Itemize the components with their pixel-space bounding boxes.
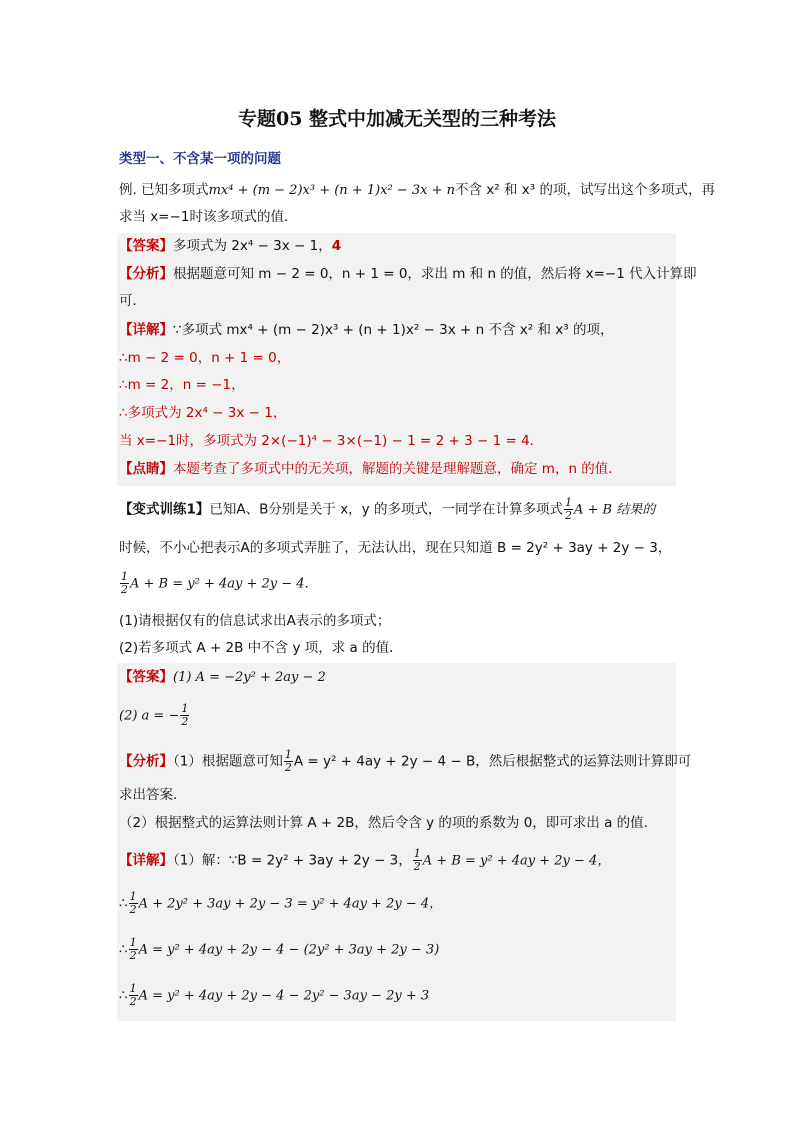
detail-step-1: ∴m − 2 = 0，n + 1 = 0， [119,350,291,366]
question-2: (2)若多项式 A + 2B 中不含 y 项，求 a 的值． [119,640,403,656]
fraction-half: $\frac{1}{2}$ [129,890,137,916]
example-line-2: 求当 x=−1时该多项式的值． [119,209,298,225]
fraction-half: $\frac{1}{2}$ [284,748,292,774]
detail-line-v: 【详解】（1）解：∵B = 2y² + 3ay + 2y − 3， $\frac{1}{2}$ A + B = y² + 4ay + 2y − 4， [119,847,611,873]
analysis-line-v2: 求出答案． [119,787,187,803]
page-title: 专题05 整式中加减无关型的三种考法 [237,108,557,130]
analysis-line: 【分析】根据题意可知 m − 2 = 0，n + 1 = 0，求出 m 和 n 的值，然后将 x=−1 代入计算即 [119,266,697,282]
answer-line-2: 【答案】(1) A = −2y² + 2ay − 2 [119,669,326,685]
detail-step-v2: ∴ $\frac{1}{2}$ A = y² + 4ay + 2y − 4 − (2y² + 3ay + 2y − 3) [119,936,440,962]
analysis-line-v3: （2）根据整式的运算法则计算 A + 2B，然后令含 y 的项的系数为 0，即可求出 a 的值． [119,815,658,831]
fraction-half: $\frac{1}{2}$ [129,982,137,1008]
detail-step-4: 当 x=−1时，多项式为 2×(−1)⁴ − 3×(−1) − 1 = 2 + 3 − 1 = 4． [119,433,544,449]
section-heading: 类型一、不含某一项的问题 [119,151,281,167]
question-1: (1)请根据仅有的信息试求出A表示的多项式； [119,613,391,629]
answer-part-2: (2) a = − $\frac{1}{2}$ [119,702,189,728]
detail-line: 【详解】∵多项式 mx⁴ + (m − 2)x³ + (n + 1)x² − 3x + n 不含 x² 和 x³ 的项， [119,322,614,338]
fraction-half: $\frac{1}{2}$ [413,847,421,873]
variant-line-3: $\frac{1}{2}$ A + B = y² + 4ay + 2y − 4． [121,570,318,596]
fraction-half: $\frac{1}{2}$ [564,496,572,522]
detail-step-v3: ∴ $\frac{1}{2}$ A = y² + 4ay + 2y − 4 − 2y² − 3ay − 2y + 3 [119,982,430,1008]
fraction-half: $\frac{1}{2}$ [121,570,128,596]
detail-step-3: ∴多项式为 2x⁴ − 3x − 1， [119,405,287,421]
example-line-1: 例. 已知多项式mx⁴ + (m − 2)x³ + (n + 1)x² − 3x + n不含 x² 和 x³ 的项，试写出这个多项式，再 [119,182,715,198]
comment-line: 【点睛】本题考查了多项式中的无关项，解题的关键是理解题意，确定 m，n 的值． [119,461,622,477]
fraction-half: $\frac{1}{2}$ [181,702,189,728]
detail-step-2: ∴m = 2，n = −1， [119,377,245,393]
fraction-half: $\frac{1}{2}$ [129,936,137,962]
analysis-line-2: 可． [119,293,146,309]
solution-box-2 [117,663,676,1021]
variant-line-2: 时候，不小心把表示A的多项式弄脏了，无法认出，现在只知道 B = 2y² + 3ay + 2y − 3， [119,540,672,556]
analysis-line-v: 【分析】（1）根据题意可知 $\frac{1}{2}$ A = y² + 4ay + 2y − 4 − B，然后根据整式的运算法则计算即可 [119,748,692,774]
answer-line: 【答案】多项式为 2x⁴ − 3x − 1，4 [119,238,342,254]
variant-line-1: 【变式训练1】已知A、B分别是关于 x，y 的多项式，一同学在计算多项式 $\frac{1}{2}$ A + B 结果的 [119,496,656,522]
detail-step-v1: ∴ $\frac{1}{2}$ A + 2y² + 3ay + 2y − 3 = y² + 4ay + 2y − 4， [119,890,443,916]
